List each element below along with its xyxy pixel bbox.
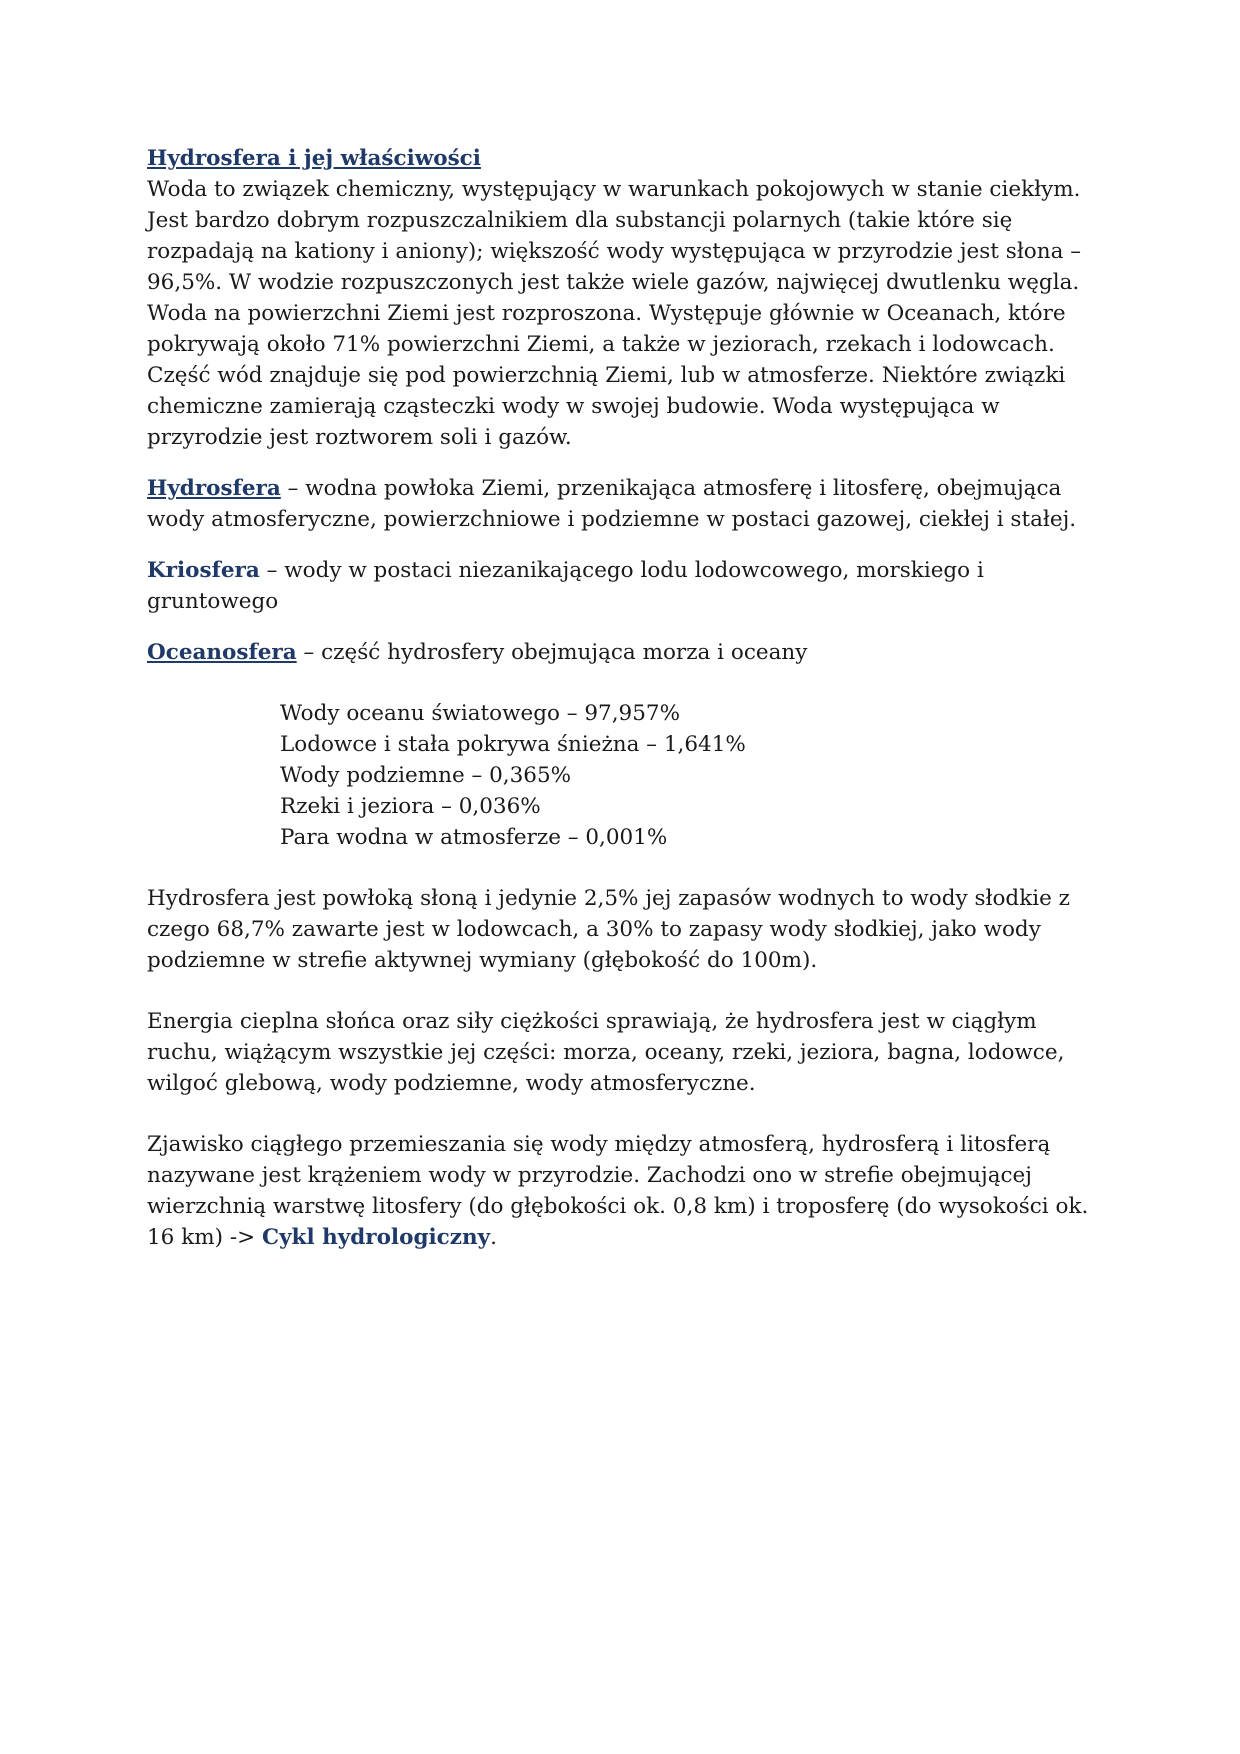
definition-hydrosfera: [147, 473, 1097, 535]
intro-paragraph-1: Woda to związek chemiczny, występujący w warunkach pokojowych w stanie ciekłym. Jest bardzo dobrym rozpuszczalnikiem dla substancji polarnych (takie które się rozpadają na kationy i aniony); większość wody występująca w przyrodzie jest słona – 96,5%. W wodzie rozpuszczonych jest także wiele gazów, najwięcej dwutlenku węgla.: [147, 177, 1081, 295]
list-item: Para wodna w atmosferze – 0,001%: [280, 825, 668, 850]
water-distribution-list: [280, 698, 1097, 853]
definition-text: – część hydrosfery obejmująca morza i oceany: [296, 640, 808, 665]
page-title: Hydrosfera i jej właściwości: [147, 146, 481, 171]
paragraph-fresh-water: Hydrosfera jest powłoką słoną i jedynie 2,5% jej zapasów wodnych to wody słodkie z czego 68,7% zawarte jest w lodowcach, a 30% to zapasy wody słodkiej, jako wody podziemne w strefie aktywnej wymiany (głębokość do 100m).: [147, 886, 1070, 973]
paragraph-water-cycle: [147, 1129, 1097, 1253]
paragraph-energy: Energia cieplna słońca oraz siły ciężkości sprawiają, że hydrosfera jest w ciągłym ruchu, wiążącym wszystkie jej części: morza, oceany, rzeki, jeziora, bagna, lodowce, wilgoć glebową, wody podziemne, wody atmosferyczne.: [147, 1009, 1065, 1096]
sentence-end: .: [490, 1225, 497, 1250]
definition-oceanosfera: [147, 637, 1097, 668]
document-page: [147, 143, 1097, 1253]
definition-text: – wody w postaci niezanikającego lodu lodowcowego, morskiego i gruntowego: [147, 558, 984, 614]
list-item: Wody podziemne – 0,365%: [280, 763, 572, 788]
definition-kriosfera: [147, 555, 1097, 617]
list-item: Wody oceanu światowego – 97,957%: [280, 701, 681, 726]
term-cykl-hydrologiczny: Cykl hydrologiczny: [261, 1225, 491, 1250]
list-item: Lodowce i stała pokrywa śnieżna – 1,641%: [280, 732, 746, 757]
water-cycle-text: Zjawisko ciągłego przemieszania się wody między atmosferą, hydrosferą i litosferą nazywane jest krążeniem wody w przyrodzie. Zachodzi ono w strefie obejmującej wierzchnią warstwę litosfery (do głębokości ok. 0,8 km) i troposferę (do wysokości ok. 16 km) ->: [147, 1132, 1089, 1250]
definition-text: – wodna powłoka Ziemi, przenikająca atmosferę i litosferę, obejmująca wody atmosferyczne, powierzchniowe i podziemne w postaci gazowej, ciekłej i stałej.: [147, 476, 1077, 532]
term-oceanosfera: Oceanosfera: [147, 640, 297, 665]
intro-paragraph-2: Woda na powierzchni Ziemi jest rozproszona. Występuje głównie w Oceanach, które pokrywają około 71% powierzchni Ziemi, a także w jeziorach, rzekach i lodowcach. Część wód znajduje się pod powierzchnią Ziemi, lub w atmosferze. Niektóre związki chemiczne zamierają cząsteczki wody w swojej budowie. Woda występująca w przyrodzie jest roztworem soli i gazów.: [147, 301, 1066, 450]
list-item: Rzeki i jeziora – 0,036%: [280, 794, 541, 819]
term-hydrosfera: Hydrosfera: [147, 476, 281, 501]
term-kriosfera: Kriosfera: [147, 558, 260, 583]
